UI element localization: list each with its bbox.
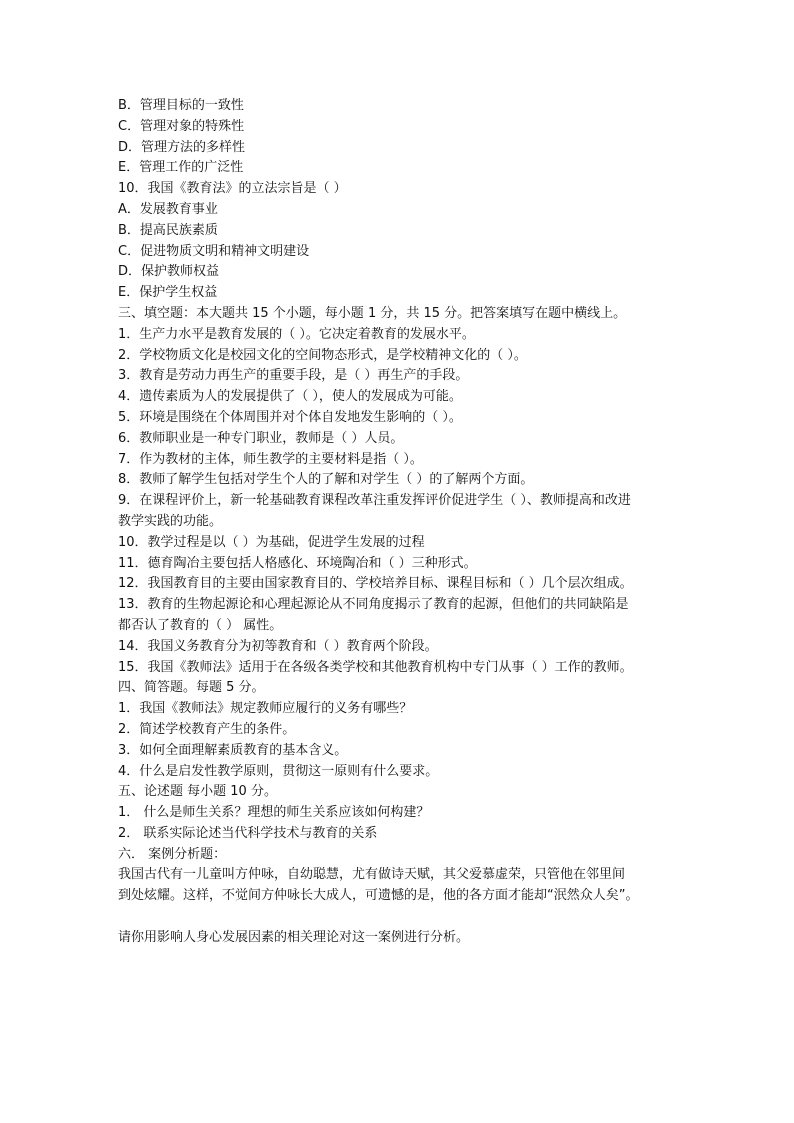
fill-q13-line1: 13．教育的生物起源论和心理起源论从不同角度揭示了教育的起源，但他们的共同缺陷是 <box>118 597 629 613</box>
fill-q8: 8．教师了解学生包括对学生个人的了解和对学生（ ）的了解两个方面。 <box>118 472 534 488</box>
fill-q1: 1．生产力水平是教育发展的（ ）。它决定着教育的发展水平。 <box>118 326 475 342</box>
blank-line <box>118 907 688 928</box>
essay-q2: 2． 联系实际论述当代科学技术与教育的关系 <box>118 825 378 841</box>
case-paragraph-line1: 我国古代有一儿童叫方仲咏，自幼聪慧，尤有做诗天赋，其父爱慕虚荣，只管他在邻里间 <box>118 867 626 883</box>
fill-q14: 14．我国义务教育分为初等教育和（ ）教育两个阶段。 <box>118 638 438 654</box>
case-heading: 六． 案例分析题： <box>118 846 227 862</box>
q9-option-d: D．管理方法的多样性 <box>118 139 246 155</box>
q10-option-b: B．提高民族素质 <box>118 222 218 238</box>
q9-option-b: B．管理目标的一致性 <box>118 98 244 113</box>
fill-q4: 4．遗传素质为人的发展提供了（ ），使人的发展成为可能。 <box>118 389 462 405</box>
q10-option-d: D．保护教师权益 <box>118 264 220 280</box>
fill-q10: 10．教学过程是以（ ）为基础，促进学生发展的过程 <box>118 534 425 550</box>
fill-q9-line2: 教学实践的功能。 <box>118 513 223 529</box>
essay-heading: 五、论述题 每小题 10 分。 <box>118 784 277 800</box>
fill-q9-line1: 9．在课程评价上，新一轮基础教育课程改革注重发挥评价促进学生（ ）、教师提高和改进 <box>118 493 631 509</box>
q9-option-c: C．管理对象的特殊性 <box>118 118 245 134</box>
q10-option-a: A．发展教育事业 <box>118 201 218 217</box>
short-q3: 3．如何全面理解素质教育的基本含义。 <box>118 742 348 758</box>
fill-q12: 12．我国教育目的主要由国家教育目的、学校培养目标、课程目标和（ ）几个层次组成。 <box>118 576 633 592</box>
fill-q15: 15．我国《教师法》适用于在各级各类学校和其他教育机构中专门从事（ ）工作的教师。 <box>118 659 633 675</box>
short-answer-heading: 四、简答题。每题 5 分。 <box>118 680 265 696</box>
q10-stem: 10．我国《教育法》的立法宗旨是（ ） <box>118 181 347 197</box>
essay-q1: 1． 什么是师生关系？理想的师生关系应该如何构建？ <box>118 805 430 821</box>
fill-q13-line2: 都否认了教育的（ ） 属性。 <box>118 617 283 633</box>
fill-section-heading: 三、填空题：本大题共 15 个小题，每小题 1 分，共 15 分。把答案填写在题中横线上。 <box>118 305 627 321</box>
fill-q7: 7．作为教材的主体，师生教学的主要材料是指（ ）。 <box>118 451 423 467</box>
fill-q5: 5．环境是围绕在个体周围并对个体自发地发生影响的（ ）。 <box>118 409 462 425</box>
q10-option-c: C．促进物质文明和精神文明建设 <box>118 243 310 259</box>
fill-q3: 3．教育是劳动力再生产的重要手段，是（ ）再生产的手段。 <box>118 368 469 384</box>
q10-option-e: E．保护学生权益 <box>118 285 218 301</box>
fill-q2: 2．学校物质文化是校园文化的空间物态形式，是学校精神文化的（ ）。 <box>118 347 527 363</box>
short-q2: 2．简述学校教育产生的条件。 <box>118 721 296 737</box>
case-instruction: 请你用影响人身心发展因素的相关理论对这一案例进行分析。 <box>118 929 470 945</box>
document-page <box>118 96 688 949</box>
short-q4: 4．什么是启发性教学原则，贯彻这一原则有什么要求。 <box>118 763 439 779</box>
fill-q6: 6．教师职业是一种专门职业，教师是（ ）人员。 <box>118 430 404 446</box>
short-q1: 1．我国《教师法》规定教师应履行的义务有哪些？ <box>118 701 413 717</box>
q9-option-e: E．管理工作的广泛性 <box>118 160 244 176</box>
fill-q11: 11．德育陶冶主要包括人格感化、环境陶冶和（ ）三种形式。 <box>118 555 477 571</box>
case-paragraph-line2: 到处炫耀。这样，不觉间方仲咏长大成人，可遗憾的是，他的各方面才能却“泯然众人矣”。 <box>118 888 639 904</box>
